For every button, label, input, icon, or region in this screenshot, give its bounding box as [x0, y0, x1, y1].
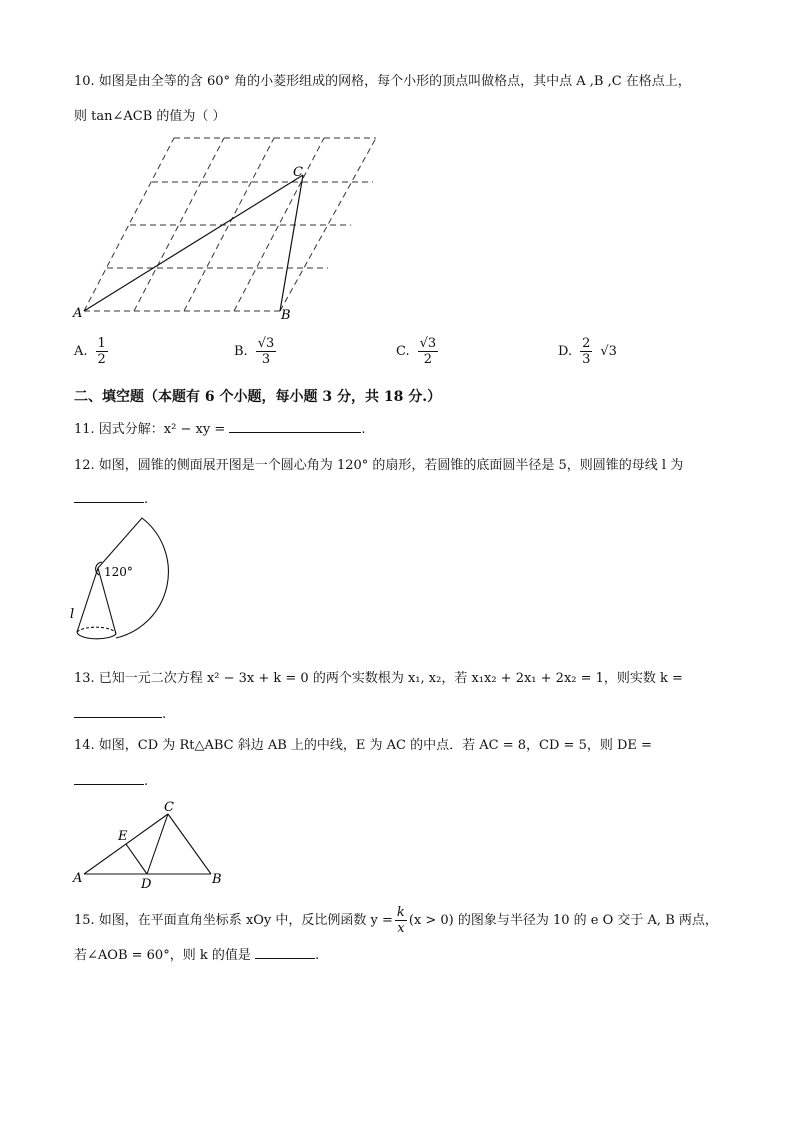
q13-answer [74, 705, 166, 724]
segment-CB [168, 814, 211, 874]
q15-stem-line1 [74, 905, 718, 936]
generatrix-label: l [70, 607, 75, 622]
frac-den: 2 [97, 352, 106, 367]
q12-answer [74, 490, 148, 509]
q12-answer-blank[interactable] [74, 490, 144, 503]
frac-num: √3 [419, 336, 437, 351]
q11-end: . [361, 422, 366, 437]
section-2-heading: 二、填空题（本题有 6 个小题，每小题 3 分，共 18 分.） [74, 389, 442, 405]
frac-den: 3 [582, 352, 591, 367]
q12-end: . [144, 492, 149, 507]
q15-text-line2: 若∠AOB = 60°，则 k 的值是 [74, 948, 251, 963]
frac-den: x [397, 921, 405, 936]
triangle-acb [84, 175, 303, 311]
q14-stem: 14. 如图，CD 为 Rt△ABC 斜边 AB 上的中线，E 为 AC 的中点．若 AC = 8，CD = 5，则 DE = [74, 738, 652, 753]
option-fraction [580, 336, 592, 367]
q13-end: . [162, 707, 167, 722]
frac-den: 2 [423, 352, 433, 367]
label-C: C [164, 800, 174, 815]
q10-rhombus-grid-figure [70, 130, 390, 325]
q14-triangle-figure [70, 798, 230, 890]
label-E: E [118, 829, 128, 844]
q15-fraction [395, 905, 407, 936]
frac-num: 1 [97, 336, 106, 351]
angle-label: 120° [104, 565, 133, 579]
q11 [74, 420, 366, 439]
q14-answer [74, 772, 148, 791]
option-letter: B. [234, 344, 248, 359]
frac-num: k [396, 905, 405, 920]
option-letter: A. [74, 344, 88, 359]
option-fraction [96, 336, 108, 367]
option-letter: D. [558, 344, 573, 359]
frac-den: 3 [261, 352, 271, 367]
option-letter: C. [396, 344, 410, 359]
cone-base-back [77, 627, 116, 634]
cone-base-front [77, 632, 116, 639]
label-A: A [73, 871, 83, 886]
q10-option-d[interactable] [558, 336, 617, 367]
q13-stem: 13. 已知一元二次方程 x² − 3x + k = 0 的两个实数根为 x₁, x₂，若 x₁x₂ + 2x₁ + 2x₂ = 1，则实数 k = [74, 671, 683, 686]
q11-text: 11. 因式分解：x² − xy = [74, 422, 226, 437]
label-D: D [141, 877, 152, 890]
frac-num: 2 [582, 336, 591, 351]
label-C: C [293, 165, 303, 180]
option-fraction [418, 336, 439, 367]
q14-answer-blank[interactable] [74, 772, 144, 785]
q10-stem-line2: 则 tan∠ACB 的值为（ ） [74, 109, 226, 124]
q10-stem-line1: 10. 如图是由全等的含 60° 角的小菱形组成的网格，每个小形的顶点叫做格点，其中点 A ,B ,C 在格点上， [74, 74, 691, 89]
frac-num: √3 [257, 336, 275, 351]
segment-CD [147, 814, 168, 874]
q12-stem: 12. 如图，圆锥的侧面展开图是一个圆心角为 120° 的扇形，若圆锥的底面圆半径是 5，则圆锥的母线 l 为 [74, 458, 684, 473]
q13-answer-blank[interactable] [74, 705, 162, 718]
grid-lines [84, 138, 376, 311]
label-B: B [281, 308, 291, 323]
q10-option-a[interactable] [74, 336, 110, 367]
cone-left-side [77, 568, 98, 632]
q10-option-c[interactable] [396, 336, 440, 367]
q14-end: . [144, 774, 149, 789]
q15-text-b: (x > 0) 的图象与半径为 10 的 e O 交于 A, B 两点， [408, 912, 718, 928]
q11-answer-blank[interactable] [229, 420, 361, 433]
q15-end: . [314, 948, 320, 963]
q10-option-b[interactable] [234, 336, 278, 367]
q15-answer-blank[interactable] [255, 946, 315, 959]
q15-text-a: 15. 如图，在平面直角坐标系 xOy 中，反比例函数 y = [74, 912, 393, 928]
q15-stem-line2 [74, 946, 319, 965]
segment-ED [126, 844, 147, 874]
option-suffix: √3 [600, 344, 617, 359]
option-fraction [256, 336, 277, 367]
q12-cone-figure [66, 512, 176, 657]
label-B: B [212, 872, 222, 887]
label-A: A [73, 306, 83, 321]
